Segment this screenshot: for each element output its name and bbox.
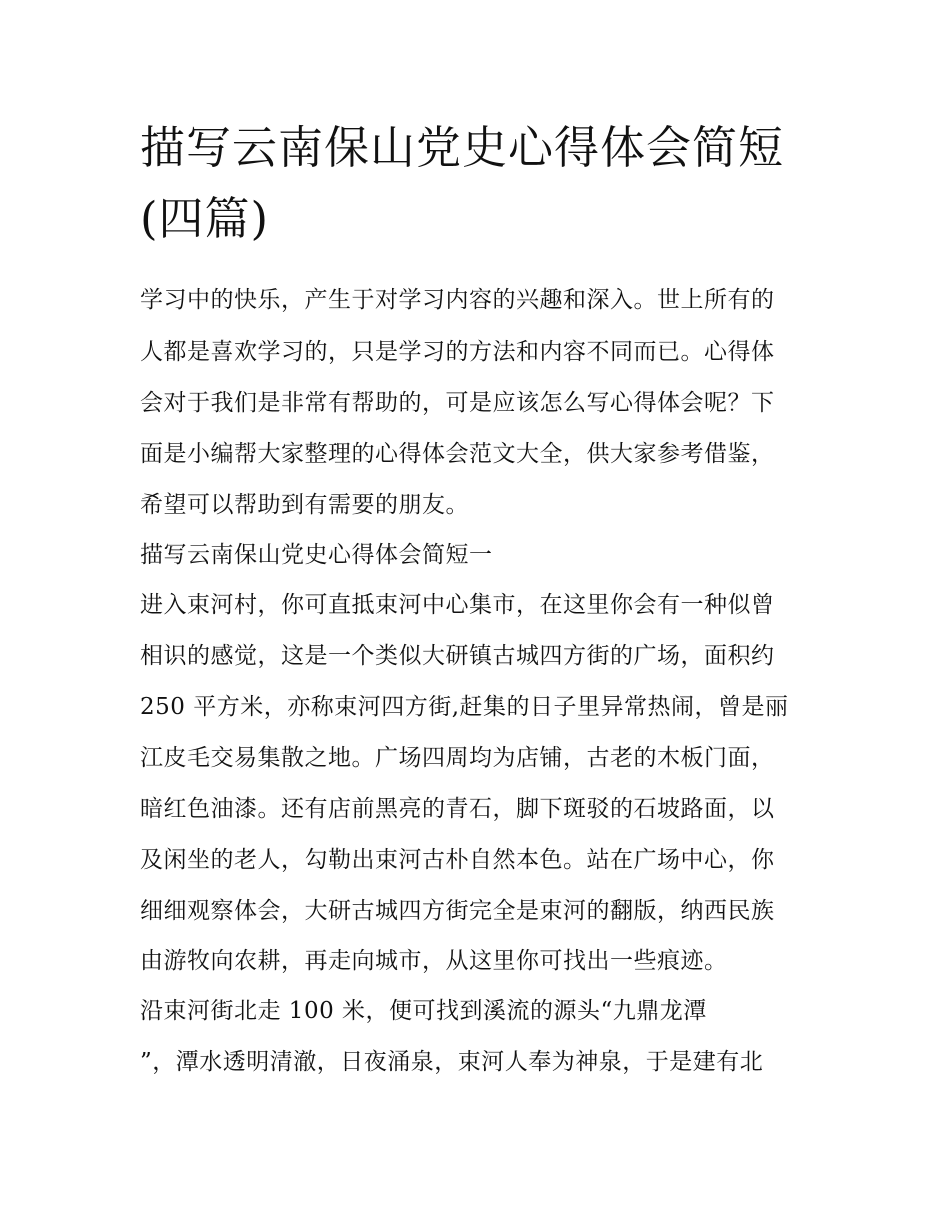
body-line-5: 暗红色油漆。还有店前黑亮的青石，脚下斑驳的石坡路面，以	[140, 796, 775, 822]
body-line-6: 及闲坐的老人，勾勒出束河古朴自然本色。站在广场中心，你	[140, 847, 775, 873]
body-line-9: 沿束河街北走 100 米，便可找到溪流的源头“九鼎龙潭	[140, 998, 707, 1024]
intro-line-4: 面是小编帮大家整理的心得体会范文大全，供大家参考借鉴，	[140, 441, 775, 467]
intro-line-1: 学习中的快乐，产生于对学习内容的兴趣和深入。世上所有的	[140, 287, 775, 313]
body-line-1: 进入束河村，你可直抵束河中心集市，在这里你会有一种似曾	[140, 592, 775, 618]
intro-line-2: 人都是喜欢学习的，只是学习的方法和内容不同而已。心得体	[140, 339, 775, 365]
intro-line-5: 希望可以帮助到有需要的朋友。	[140, 492, 469, 518]
document-title: 描写云南保山党史心得体会简短(四篇)	[140, 121, 785, 245]
body-line-3: 250 平方米，亦称束河四方街,赶集的日子里异常热闹，曾是丽	[140, 694, 789, 720]
section-heading-1: 描写云南保山党史心得体会简短一	[140, 542, 493, 568]
body-line-4: 江皮毛交易集散之地。广场四周均为店铺，古老的木板门面，	[140, 745, 775, 771]
body-line-10: ”，潭水透明清澈，日夜涌泉，束河人奉为神泉，于是建有北	[140, 1049, 764, 1075]
intro-line-3: 会对于我们是非常有帮助的，可是应该怎么写心得体会呢？下	[140, 390, 775, 416]
body-line-8: 由游牧向农耕，再走向城市，从这里你可找出一些痕迹。	[140, 948, 728, 974]
body-line-2: 相识的感觉，这是一个类似大研镇古城四方街的广场，面积约	[140, 643, 775, 669]
body-line-7: 细细观察体会，大研古城四方街完全是束河的翻版，纳西民族	[140, 898, 775, 924]
